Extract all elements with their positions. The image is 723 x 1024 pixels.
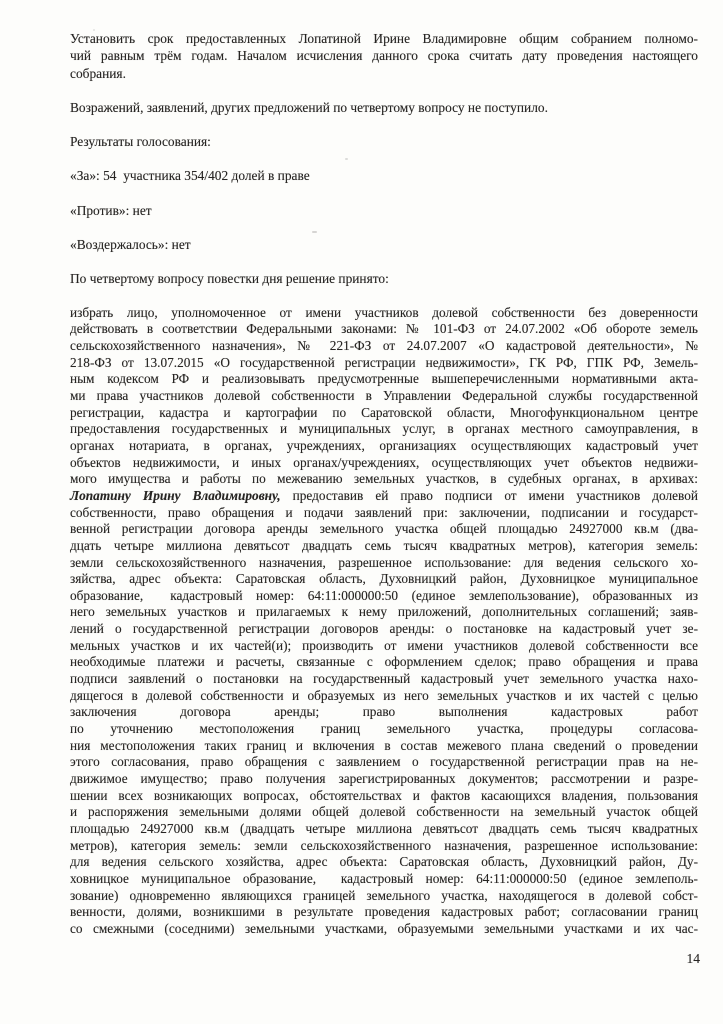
text-line: и распоряжения земельными долями общей долевой собственности на земельный участок общей xyxy=(70,804,698,820)
paragraph xyxy=(70,133,698,150)
paragraph xyxy=(70,167,698,184)
text-line: ховницкое муниципальное образование, кадастровый номер: 64:11:000000:50 (единое землеполь- xyxy=(70,870,698,886)
paragraph xyxy=(70,99,698,116)
paragraph xyxy=(70,202,698,219)
text-line: лений о государственной регистрации договоров аренды: о постановке на кадастровый учет зе- xyxy=(70,621,698,637)
text-line: «За»: 54 участника 354/402 долей в праве xyxy=(70,168,310,184)
text-line: земли сельскохозяйственного назначения, разрешенное использование: для ведения сельского хо- xyxy=(70,554,698,570)
text-line: подписи заявлений о постановки на государственный кадастровый учет земельного участка нахо- xyxy=(70,671,698,687)
text-line: мого имущества и работы по межеванию земельных участков, в судебных органах, в архивах: xyxy=(70,471,698,487)
text-line: для ведения сельского хозяйства, адрес объекта: Саратовская область, Духовницкий район, Ду- xyxy=(70,854,698,870)
text-line: регистрации, кадастра и картографии по Саратовской области, Многофункциональном центре xyxy=(70,404,698,420)
text-line: действовать в соответствии Федеральными законами: № 101-ФЗ от 24.07.2002 «Об обороте земель xyxy=(70,321,698,337)
text-line: 218-ФЗ от 13.07.2015 «О государственной регистрации недвижимости», ГК РФ, ГПК РФ, Земель- xyxy=(70,354,698,370)
text-line: венной регистрации договора аренды земельного участка общей площадью 24927000 кв.м (два- xyxy=(70,521,698,537)
attorney-name-emphasis: Лопатину Ирину Владимировну, xyxy=(70,487,281,503)
text-line: Возражений, заявлений, других предложений по четвертому вопросу не поступило. xyxy=(70,99,548,115)
text-line: Установить срок предоставленных Лопатиной Ирине Владимировне общим собранием полномо- xyxy=(70,31,698,46)
text-line: Результаты голосования: xyxy=(70,134,211,150)
text-line: площадью 24927000 кв.м (двадцать четыре миллиона девятьсот двадцать семь тысяч квадратных xyxy=(70,821,698,837)
text-line: со смежными (соседними) земельными участками, образуемыми земельными участками и их час- xyxy=(70,920,698,936)
paragraph xyxy=(70,270,698,287)
text-line: метров), категория земель: земли сельскохозяйственного назначения, разрешенное использование: xyxy=(70,837,698,853)
paragraph xyxy=(70,236,698,253)
text-line: По четвертому вопросу повестки дня решение принято: xyxy=(70,271,389,287)
text-line: предоставления государственных и муниципальных услуг, в органах местного самоуправления, в xyxy=(70,421,698,437)
text-line: движимое имущество; право получения зарегистрированных документов; рассмотрении и разре- xyxy=(70,771,698,787)
text-line: образование, кадастровый номер: 64:11:000000:50 (единое землепользование), образованных из xyxy=(70,587,698,603)
text-line: собрания. xyxy=(70,65,126,81)
text-block xyxy=(70,30,698,938)
text-line: по уточнению местоположения границ земельного участка, процедуры согласова- xyxy=(70,721,698,737)
page-number: 14 xyxy=(686,951,700,966)
text-line: зяйства, адрес объекта: Саратовская область, Духовницкий район, Духовницкое муниципальное xyxy=(70,571,698,587)
text-line: шении всех возникающих вопросах, обстоятельствах и фактов касающихся владения, пользования xyxy=(70,787,698,803)
text-line: необходимые платежи и расчеты, связанные с оформлением сделок; право обращения и права xyxy=(70,654,698,670)
text-line: ным кодексом РФ и реализовывать предусмотренные вышеперечисленными нормативными акта- xyxy=(70,371,698,387)
text-line: зование) одновременно являющихся границей земельного участка, находящегося в долевой собст- xyxy=(70,887,698,903)
text-line: ми права участников долевой собственности в Управлении Федеральной службы государственной xyxy=(70,387,698,403)
text-line: «Против»: нет xyxy=(70,202,152,218)
text-line: ния местоположения таких границ и включения в состав межевого плана сведений о проведении xyxy=(70,737,698,753)
text-line: мельных участков и их частей(и); производить от имени участников долевой собственности все xyxy=(70,637,698,653)
text-line: дящегося в долевой собственности и образуемых из него земельных участков и их частей с целью xyxy=(70,687,698,703)
text-line: венности, долями, возникшими в результате проведения кадастровых работ; согласовании границ xyxy=(70,904,698,920)
text-line: «Воздержалось»: нет xyxy=(70,237,191,253)
text-line: этого согласования, право обращения с заявлением о государственной регистрации прав на не- xyxy=(70,754,698,770)
intro-section xyxy=(70,30,698,288)
decision-body-section xyxy=(70,305,698,938)
text-line: заключения договора аренды; право выполнения кадастровых работ xyxy=(70,704,698,720)
text-line: дцать четыре миллиона девятьсот двадцать семь тысяч квадратных метров), категория земель: xyxy=(70,537,698,553)
text-line: сельскохозяйственного назначения», № 221-ФЗ от 24.07.2007 «О кадастровой деятельности», № xyxy=(70,337,698,353)
text-line: Лопатину Ирину Владимировну, предоставив ей право подписи от имени участников долевой xyxy=(70,487,698,503)
text-line: чий равным трём годам. Началом исчисления данного срока считать дату проведения настоящего xyxy=(70,48,698,64)
paragraph xyxy=(70,30,698,82)
text-line: собственности, право обращения и подачи заявлений при: заключении, подписании и государст- xyxy=(70,504,698,520)
text-line: объектов недвижимости, и иных органах/учреждениях, осуществляющих учет объектов недвижи- xyxy=(70,454,698,470)
text-line: него земельных участков и прилагаемых к нему приложений, дополнительных соглашений; заяв- xyxy=(70,604,698,620)
text-line: органах нотариата, в органах, учреждениях, организациях осуществляющих кадастровый учет xyxy=(70,437,698,453)
text-line: избрать лицо, уполномоченное от имени участников долевой собственности без доверенности xyxy=(70,304,698,320)
